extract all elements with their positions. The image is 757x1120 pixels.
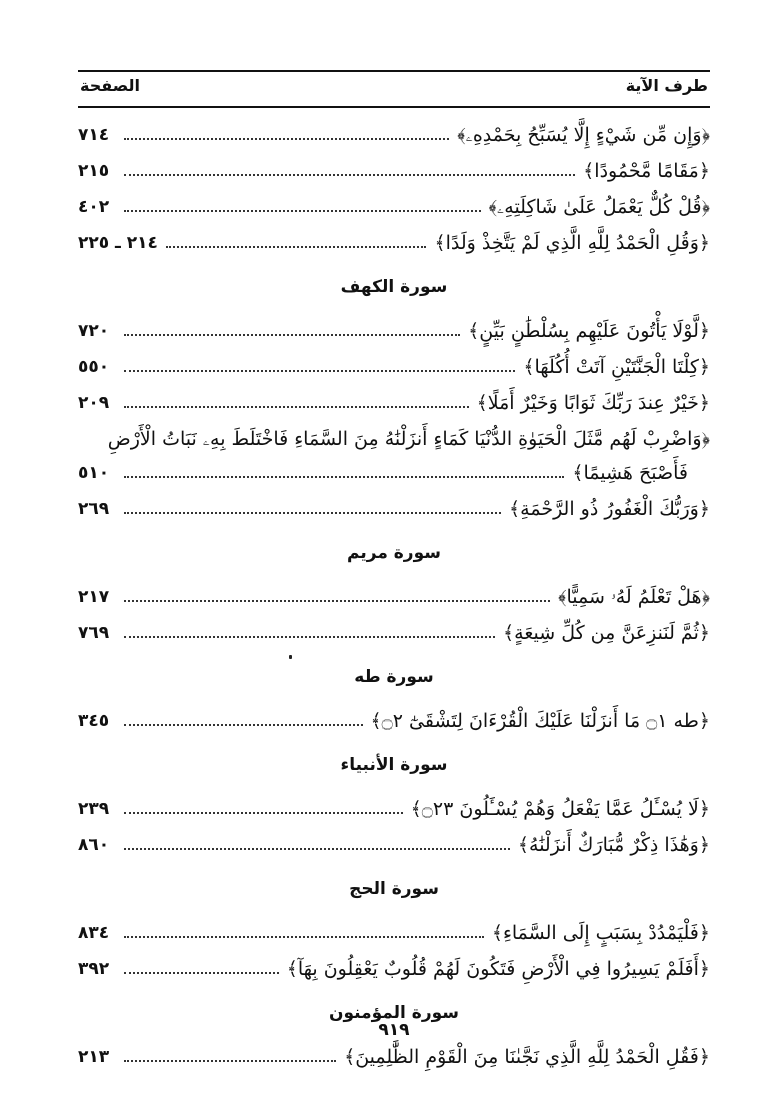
index-row <box>78 786 710 822</box>
dot-leader <box>124 124 449 140</box>
index-row <box>78 698 710 734</box>
index-row <box>78 184 710 220</box>
verse-text: ﴿وَرَبُّكَ الْغَفُورُ ذُو الرَّحْمَةِ﴾ <box>509 498 710 520</box>
surah-title: سورة الكهف <box>340 277 448 297</box>
dot-leader <box>166 232 427 248</box>
verse-text: ﴿هَلْ تَعْلَمُ لَهُۥ سَمِيًّا﴾ <box>558 586 710 608</box>
table-header <box>78 66 710 106</box>
index-row <box>78 910 710 946</box>
index-row <box>78 486 710 522</box>
index-row <box>78 452 710 486</box>
index-row <box>78 148 710 184</box>
page-reference: ٢٠٩ <box>78 393 110 413</box>
page-reference: ٢١٧ <box>78 587 110 607</box>
page-column-header: الصفحة <box>80 76 141 95</box>
surah-title: سورة المؤمنون <box>328 1003 459 1023</box>
index-row <box>78 220 710 256</box>
index-row <box>78 344 710 380</box>
verse-text: ﴿قُلْ كُلٌّ يَعْمَلُ عَلَىٰ شَاكِلَتِهِۦ﴾ <box>488 196 710 218</box>
page-reference: ٤٠٢ <box>78 197 110 217</box>
page-reference: ٣٤٥ <box>78 711 110 731</box>
page-reference: ٧١٤ <box>78 125 110 145</box>
index-page <box>78 66 710 1076</box>
dot-leader <box>124 320 460 336</box>
verse-text: ﴿طه ۝١ مَا أَنزَلْنَا عَلَيْكَ الْقُرْءَانَ لِتَشْقَىٰٓ ۝٢﴾ <box>370 710 710 732</box>
dot-leader <box>124 1046 336 1062</box>
page-reference: ٢٦٩ <box>78 499 110 519</box>
verse-text: ﴿ثُمَّ لَنَنزِعَنَّ مِن كُلِّ شِيعَةٍ﴾ <box>503 622 710 644</box>
index-row <box>78 610 710 646</box>
verse-column-header: طرف الآية <box>625 76 708 95</box>
header-top-rule <box>78 70 710 72</box>
dot-leader <box>124 586 550 602</box>
index-row <box>78 308 710 344</box>
verse-text: ﴿خَيْرٌ عِندَ رَبِّكَ ثَوَابًا وَخَيْرٌ أَمَلًا﴾ <box>476 392 710 414</box>
page-reference: ٢١٥ <box>78 161 110 181</box>
surah-title: سورة طه <box>354 667 434 687</box>
dot-leader <box>124 834 510 850</box>
page-reference: ٢٣٩ <box>78 799 110 819</box>
index-row <box>78 380 710 416</box>
page-number: ٩١٩ <box>378 1020 410 1040</box>
index-row <box>78 822 710 858</box>
verse-text: ﴿وَإِن مِّن شَيْءٍ إِلَّا يُسَبِّحُ بِحَمْدِهِۦ﴾ <box>457 124 710 146</box>
verse-text: ﴿وَقُلِ الْحَمْدُ لِلَّهِ الَّذِي لَمْ يَتَّخِذْ وَلَدًا﴾ <box>434 232 710 254</box>
surah-title: سورة الحج <box>349 879 439 899</box>
verse-text: ﴿فَقُلِ الْحَمْدُ لِلَّهِ الَّذِي نَجَّىٰنَا مِنَ الْقَوْمِ الظَّٰلِمِينَ﴾ <box>344 1046 710 1068</box>
index-row <box>78 416 710 452</box>
page-reference: ٧٦٩ <box>78 623 110 643</box>
dot-leader <box>124 392 469 408</box>
surah-title: سورة مريم <box>347 543 441 563</box>
page-reference: ٧٢٠ <box>78 321 110 341</box>
verse-text: ﴿وَهَٰذَا ذِكْرٌ مُّبَارَكٌ أَنزَلْنَٰهُ﴾ <box>517 834 710 856</box>
dot-leader <box>124 462 564 478</box>
dot-leader <box>124 160 575 176</box>
dot-leader <box>124 622 495 638</box>
dot-leader <box>124 498 501 514</box>
page-reference: ٥٥٠ <box>78 357 110 377</box>
dot-leader <box>124 196 481 212</box>
dot-leader <box>124 922 484 938</box>
index-row <box>78 946 710 982</box>
page-reference: ٢١٣ <box>78 1047 110 1067</box>
surah-title: سورة الأنبياء <box>340 755 448 775</box>
page-reference: ٣٩٢ <box>78 959 110 979</box>
verse-text: ﴿وَاضْرِبْ لَهُم مَّثَلَ الْحَيَوٰةِ الدُّنْيَا كَمَاءٍ أَنزَلْنَٰهُ مِنَ السَّمَاءِ فَاخْتَلَطَ بِهِۦ نَبَاتُ الْأَرْضِ <box>107 428 710 450</box>
verse-text: ﴿لَا يُسْـَٔلُ عَمَّا يَفْعَلُ وَهُمْ يُسْـَٔلُونَ ۝٢٣﴾ <box>410 798 710 820</box>
verse-text: ﴿كِلْتَا الْجَنَّتَيْنِ آتَتْ أُكُلَهَا﴾ <box>523 356 710 378</box>
verse-text: ﴿فَلْيَمْدُدْ بِسَبَبٍ إِلَى السَّمَاءِ﴾ <box>491 922 710 944</box>
dot-leader <box>124 356 515 372</box>
verse-text: ﴿لَّوْلَا يَأْتُونَ عَلَيْهِم بِسُلْطَٰنٍ بَيِّنٍ﴾ <box>468 320 710 342</box>
index-row <box>78 112 710 148</box>
index-row <box>78 574 710 610</box>
print-speck <box>289 655 292 659</box>
page-reference: ٥١٠ <box>78 463 110 483</box>
verse-text: ﴿مَقَامًا مَّحْمُودًا﴾ <box>583 160 710 182</box>
page-reference: ٨٣٤ <box>78 923 110 943</box>
verse-text: فَأَصْبَحَ هَشِيمًا﴾ <box>572 462 688 484</box>
verse-text: ﴿أَفَلَمْ يَسِيرُوا فِي الْأَرْضِ فَتَكُونَ لَهُمْ قُلُوبٌ يَعْقِلُونَ بِهَآ﴾ <box>286 958 710 980</box>
verse-index-list <box>78 106 710 1070</box>
header-bottom-rule <box>78 106 710 108</box>
dot-leader <box>124 798 403 814</box>
dot-leader <box>124 958 279 974</box>
page-reference: ٨٦٠ <box>78 835 110 855</box>
page-reference: ٢١٤ ـ ٢٢٥ <box>78 233 158 253</box>
dot-leader <box>124 710 363 726</box>
